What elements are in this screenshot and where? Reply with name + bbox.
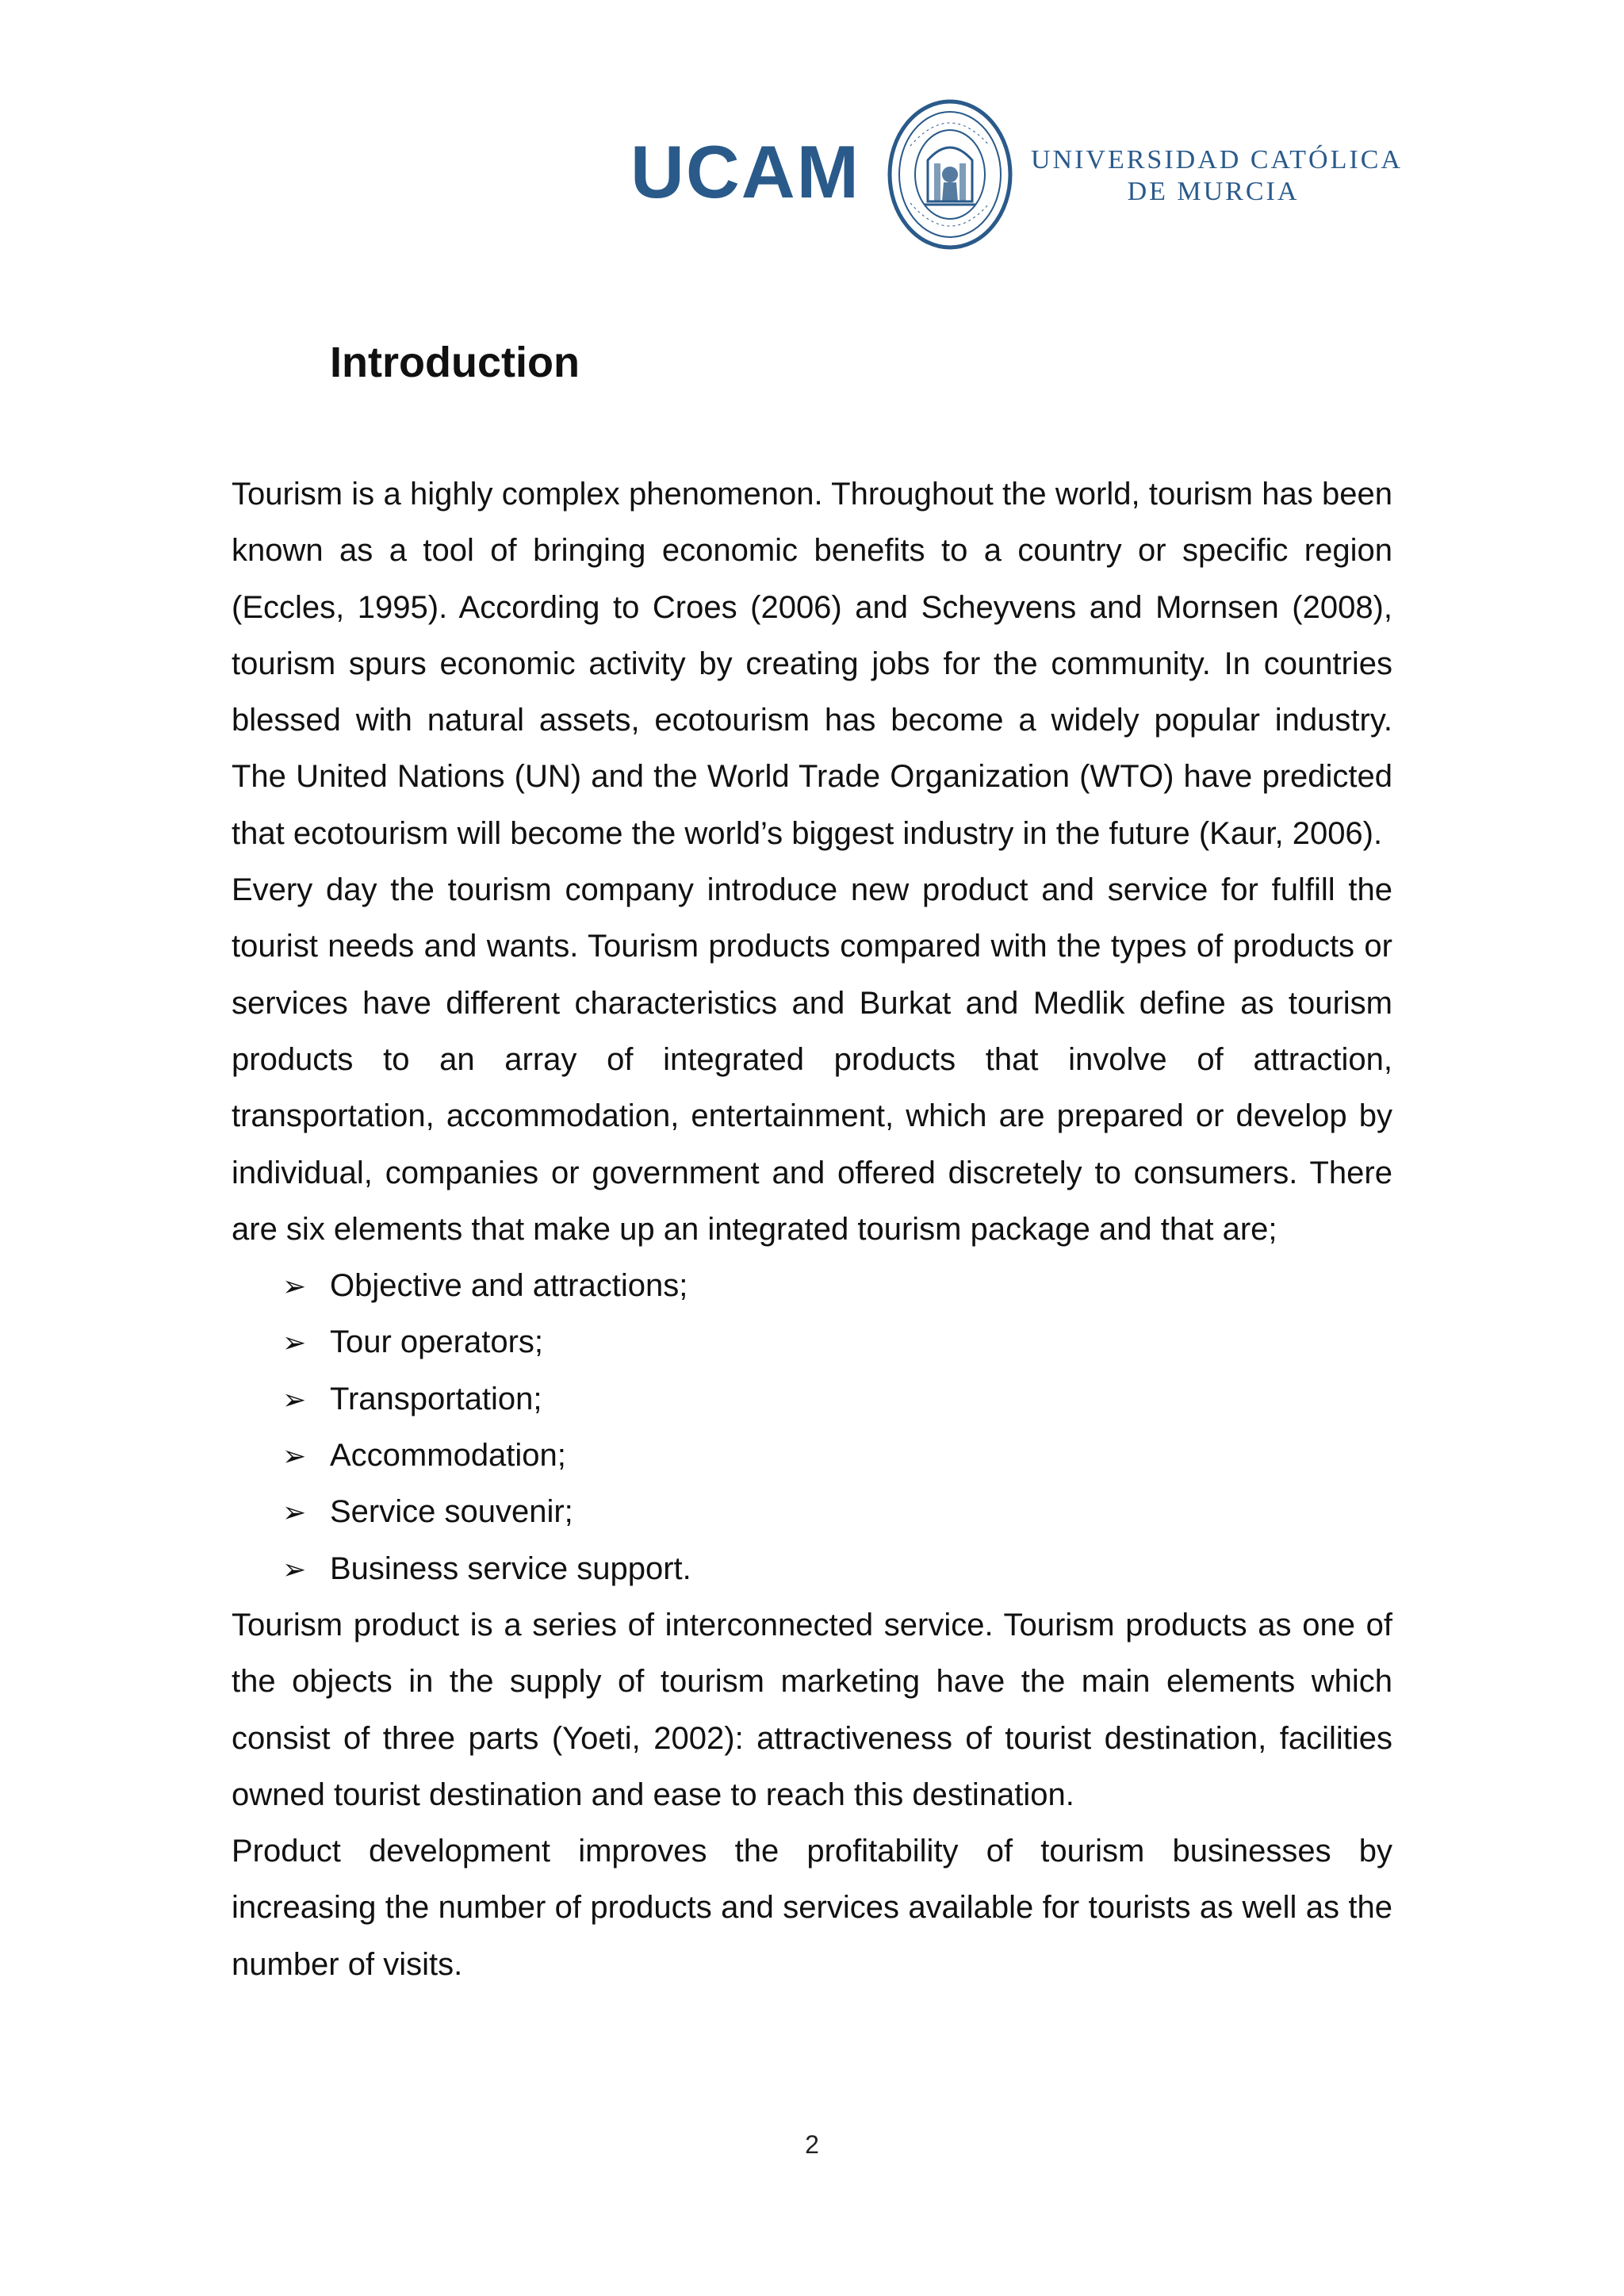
university-seal-icon <box>887 98 1013 251</box>
section-title: Introduction <box>330 339 580 386</box>
arrowhead-bullet-icon: ➢ <box>282 1439 307 1473</box>
university-name-line2: DE MURCIA <box>1127 177 1300 206</box>
list-item <box>232 1541 1392 1597</box>
list-item <box>232 1428 1392 1484</box>
list-item <box>232 1258 1392 1314</box>
university-name <box>1031 144 1403 208</box>
list-item <box>232 1484 1392 1540</box>
list-item-text: Transportation; <box>330 1381 542 1416</box>
arrowhead-bullet-icon: ➢ <box>282 1382 307 1416</box>
list-item <box>232 1314 1392 1370</box>
element-list <box>232 1258 1392 1597</box>
arrowhead-bullet-icon: ➢ <box>282 1496 307 1529</box>
paragraph: Product development improves the profitability of tourism businesses by increasing the number of products and services available for tourists as well as the number of visits. <box>232 1834 1392 1982</box>
paragraph: Every day the tourism company introduce new product and service for fulfill the tourist needs and wants. Tourism products compared with the types of products or services have different characteristics and Burkat and Medlik define as tourism products to an array of integrated products that involve of attraction, transportation, accommodation, entertainment, which are prepared or develop by individual, companies or government and offered discretely to consumers. There are six elements that make up an integrated tourism package and that are; <box>232 872 1392 1247</box>
arrowhead-bullet-icon: ➢ <box>282 1552 307 1585</box>
list-item <box>232 1371 1392 1428</box>
page-number: 2 <box>805 2130 819 2159</box>
university-name-line1: UNIVERSIDAD CATÓLICA <box>1031 145 1403 174</box>
list-item-text: Tour operators; <box>330 1324 544 1360</box>
list-item-text: Service souvenir; <box>330 1494 573 1530</box>
list-item-text: Business service support. <box>330 1550 691 1586</box>
ucam-logo-text: UCAM <box>630 130 860 213</box>
body-text <box>232 466 1392 1993</box>
page-header <box>0 94 1624 252</box>
paragraph: Tourism product is a series of interconnected service. Tourism products as one of the objects in the supply of tourism marketing have the main elements which consist of three parts (Yoeti, 2002): attractiveness of tourist destination, facilities owned tourist destination and ease to reach this destination. <box>232 1607 1392 1812</box>
arrowhead-bullet-icon: ➢ <box>282 1326 307 1359</box>
list-item-text: Accommodation; <box>330 1438 566 1474</box>
list-item-text: Objective and attractions; <box>330 1268 688 1304</box>
paragraph: Tourism is a highly complex phenomenon. Throughout the world, tourism has been known as a tool of bringing economic benefits to a country or specific region (Eccles, 1995). According to Croes (2006) and Scheyvens and Mornsen (2008), tourism spurs economic activity by creating jobs for the community. In countries blessed with natural assets, ecotourism has become a widely popular industry. The United Nations (UN) and the World Trade Organization (WTO) have predicted that ecotourism will become the world’s biggest industry in the future (Kaur, 2006). <box>232 477 1392 851</box>
arrowhead-bullet-icon: ➢ <box>282 1270 307 1303</box>
